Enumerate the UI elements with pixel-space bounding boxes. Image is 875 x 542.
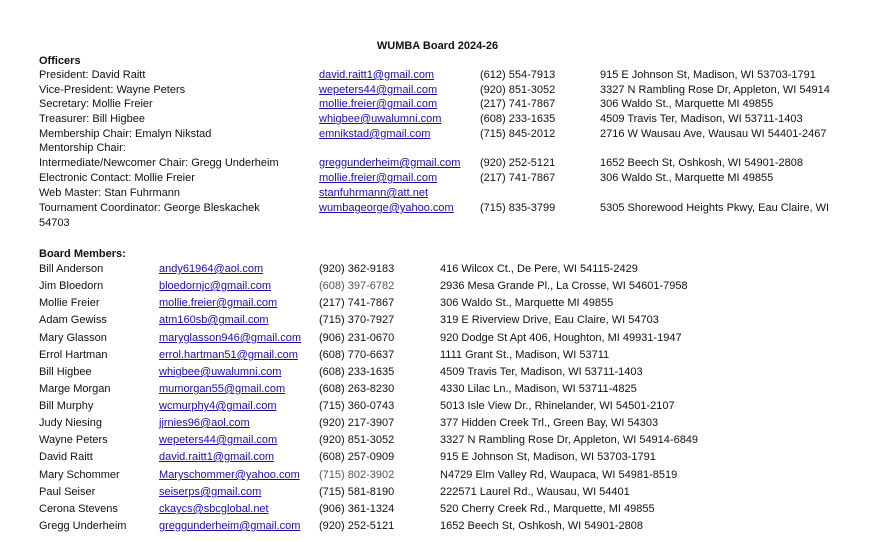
officer-title: Membership Chair: Emalyn Nikstad [39, 128, 212, 140]
member-address: 319 E Riverview Drive, Eau Claire, WI 54703 [440, 314, 659, 326]
member-name: David Raitt [39, 451, 93, 463]
member-phone: (906) 231-0670 [319, 332, 395, 344]
officer-phone: (612) 554-7913 [480, 69, 556, 81]
board-member-row [0, 382, 875, 397]
member-email-link[interactable]: mollie.freier@gmail.com [159, 297, 278, 309]
member-email-link[interactable]: greggunderheim@gmail.com [159, 520, 301, 532]
officer-row [0, 97, 875, 112]
officer-row [0, 201, 875, 216]
officer-row [0, 171, 875, 186]
member-email-link[interactable]: seiserps@gmail.com [159, 486, 262, 498]
officer-title: Web Master: Stan Fuhrmann [39, 187, 181, 199]
officer-email-link[interactable]: david.raitt1@gmail.com [319, 69, 435, 81]
member-email-link[interactable]: andy61964@aol.com [159, 263, 264, 275]
officer-address: 3327 N Rambling Rose Dr, Appleton, WI 54914 [600, 84, 830, 96]
board-member-row [0, 365, 875, 380]
officer-title: Electronic Contact: Mollie Freier [39, 172, 195, 184]
member-address: 416 Wilcox Ct., De Pere, WI 54115-2429 [440, 263, 638, 275]
officer-phone: (920) 851-3052 [480, 84, 556, 96]
member-name: Adam Gewiss [39, 314, 107, 326]
member-name: Paul Seiser [39, 486, 96, 498]
member-name: Judy Niesing [39, 417, 102, 429]
board-member-row [0, 450, 875, 465]
officer-address: 4509 Travis Ter, Madison, WI 53711-1403 [600, 113, 803, 125]
officer-row [0, 112, 875, 127]
officer-email-link[interactable]: greggunderheim@gmail.com [319, 157, 461, 169]
board-member-row [0, 433, 875, 448]
officer-phone: (608) 233-1635 [480, 113, 556, 125]
officer-email-link[interactable]: mollie.freier@gmail.com [319, 98, 438, 110]
officer-email-link[interactable]: whigbee@uwalumni.com [319, 113, 442, 125]
officer-row [0, 156, 875, 171]
member-address: 377 Hidden Creek Trl., Green Bay, WI 54303 [440, 417, 659, 429]
member-address: 1652 Beech St, Oshkosh, WI 54901-2808 [440, 520, 644, 532]
officer-address: 2716 W Wausau Ave, Wausau WI 54401-2467 [600, 128, 827, 140]
officer-row [0, 141, 875, 156]
member-phone: (715) 581-8190 [319, 486, 395, 498]
officer-row [0, 68, 875, 83]
member-phone: (608) 770-6637 [319, 349, 395, 361]
member-phone: (715) 360-0743 [319, 400, 395, 412]
officer-title: Mentorship Chair: [39, 142, 126, 154]
member-phone: (715) 370-7927 [319, 314, 395, 326]
officer-phone: (715) 835-3799 [480, 202, 556, 214]
member-email-link[interactable]: whigbee@uwalumni.com [159, 366, 282, 378]
member-email-link[interactable]: wcmurphy4@gmail.com [159, 400, 277, 412]
member-email-link[interactable]: bloedornjc@gmail.com [159, 280, 272, 292]
officer-title: Secretary: Mollie Freier [39, 98, 153, 110]
officer-address: 306 Waldo St., Marquette MI 49855 [600, 98, 774, 110]
member-phone: (608) 233-1635 [319, 366, 395, 378]
member-address: 1111 Grant St., Madison, WI 53711 [440, 349, 610, 361]
member-phone: (608) 257-0909 [319, 451, 395, 463]
member-email-link[interactable]: Maryschommer@yahoo.com [159, 469, 300, 481]
board-member-row [0, 262, 875, 277]
officer-email-link[interactable]: stanfuhrmann@att.net [319, 187, 429, 199]
board-member-row [0, 485, 875, 500]
member-address: 4330 Lilac Ln., Madison, WI 53711-4825 [440, 383, 637, 395]
member-phone: (608) 263-8230 [319, 383, 395, 395]
board-member-row [0, 348, 875, 363]
member-name: Wayne Peters [39, 434, 108, 446]
officer-title: President: David Raitt [39, 69, 146, 81]
board-member-row [0, 331, 875, 346]
member-address: 4509 Travis Ter, Madison, WI 53711-1403 [440, 366, 643, 378]
member-email-link[interactable]: ckaycs@sbcglobal.net [159, 503, 269, 515]
member-address: 520 Cherry Creek Rd., Marquette, MI 49855 [440, 503, 655, 515]
member-name: Mary Glasson [39, 332, 107, 344]
member-address: 222571 Laurel Rd., Wausau, WI 54401 [440, 486, 630, 498]
officer-row [0, 186, 875, 201]
board-member-row [0, 279, 875, 294]
officers-heading: Officers [39, 55, 81, 67]
member-name: Errol Hartman [39, 349, 108, 361]
officer-address: 1652 Beech St, Oshkosh, WI 54901-2808 [600, 157, 804, 169]
officer-email-link[interactable]: emnikstad@gmail.com [319, 128, 431, 140]
member-name: Marge Morgan [39, 383, 111, 395]
member-email-link[interactable]: jjrnies96@aol.com [159, 417, 250, 429]
officer-email-link[interactable]: wepeters44@gmail.com [319, 84, 438, 96]
member-phone: (920) 217-3907 [319, 417, 395, 429]
member-email-link[interactable]: mumorgan55@gmail.com [159, 383, 286, 395]
member-phone: (920) 362-9183 [319, 263, 395, 275]
officer-title: Tournament Coordinator: George Bleskachek [39, 202, 260, 214]
officer-row [0, 127, 875, 142]
officer-phone: (217) 741-7867 [480, 172, 556, 184]
board-member-row [0, 502, 875, 517]
board-member-row [0, 399, 875, 414]
member-email-link[interactable]: david.raitt1@gmail.com [159, 451, 275, 463]
board-member-row [0, 468, 875, 483]
member-name: Mollie Freier [39, 297, 100, 309]
board-member-row [0, 416, 875, 431]
member-address: 306 Waldo St., Marquette MI 49855 [440, 297, 614, 309]
officer-email-link[interactable]: mollie.freier@gmail.com [319, 172, 438, 184]
officer-address: 306 Waldo St., Marquette MI 49855 [600, 172, 774, 184]
officer-phone: (920) 252-5121 [480, 157, 556, 169]
officer-address: 5305 Shorewood Heights Pkwy, Eau Claire, WI [600, 202, 830, 214]
member-address: 2936 Mesa Grande Pl., La Crosse, WI 54601-7958 [440, 280, 688, 292]
member-address: N4729 Elm Valley Rd, Waupaca, WI 54981-8519 [440, 469, 678, 481]
member-phone: (920) 252-5121 [319, 520, 395, 532]
member-email-link[interactable]: wepeters44@gmail.com [159, 434, 278, 446]
member-name: Bill Murphy [39, 400, 94, 412]
officer-address-continuation: 54703 [39, 217, 70, 229]
officer-phone: (217) 741-7867 [480, 98, 556, 110]
member-address: 920 Dodge St Apt 406, Houghton, MI 49931-1947 [440, 332, 682, 344]
officer-title: Intermediate/Newcomer Chair: Gregg Underheim [39, 157, 279, 169]
page-title: WUMBA Board 2024-26 [376, 40, 499, 52]
member-phone: (217) 741-7867 [319, 297, 395, 309]
officer-title: Treasurer: Bill Higbee [39, 113, 145, 125]
member-name: Cerona Stevens [39, 503, 118, 515]
member-name: Gregg Underheim [39, 520, 127, 532]
board-members-heading: Board Members: [39, 248, 126, 260]
officer-phone: (715) 845-2012 [480, 128, 556, 140]
member-name: Bill Anderson [39, 263, 104, 275]
officer-email-link[interactable]: wumbageorge@yahoo.com [319, 202, 454, 214]
officer-row [0, 83, 875, 98]
member-name: Bill Higbee [39, 366, 92, 378]
member-name: Mary Schommer [39, 469, 120, 481]
member-email-link[interactable]: atm160sb@gmail.com [159, 314, 269, 326]
board-member-row [0, 313, 875, 328]
member-address: 3327 N Rambling Rose Dr, Appleton, WI 54914-6849 [440, 434, 699, 446]
member-phone: (920) 851-3052 [319, 434, 395, 446]
member-name: Jim Bloedorn [39, 280, 104, 292]
member-email-link[interactable]: errol.hartman51@gmail.com [159, 349, 298, 361]
board-member-row [0, 296, 875, 311]
officer-address: 915 E Johnson St, Madison, WI 53703-1791 [600, 69, 816, 81]
member-phone: (906) 361-1324 [319, 503, 395, 515]
officer-title: Vice-President: Wayne Peters [39, 84, 186, 96]
board-member-row [0, 519, 875, 534]
member-address: 5013 Isle View Dr., Rhinelander, WI 54501-2107 [440, 400, 675, 412]
member-phone: (715) 802-3902 [319, 469, 395, 481]
member-phone: (608) 397-6782 [319, 280, 395, 292]
member-email-link[interactable]: maryglasson946@gmail.com [159, 332, 302, 344]
member-address: 915 E Johnson St, Madison, WI 53703-1791 [440, 451, 656, 463]
